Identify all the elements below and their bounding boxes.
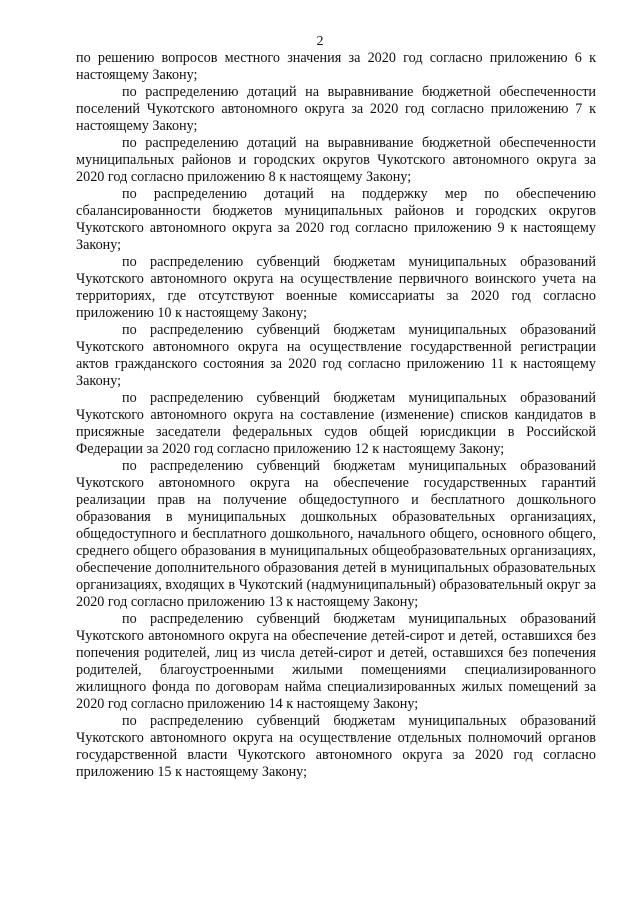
paragraph-appendix-7: по распределению дотаций на выравнивание бюджетной обеспеченности поселений Чукотского автономного округа за 2020 год согласно приложению 7 к настоящему Закону; — [76, 84, 596, 134]
paragraph-appendix-11: по распределению субвенций бюджетам муниципальных образований Чукотского автономного округа на осуществление государственной регистрации актов гражданского состояния за 2020 год согласно приложению 11 к настоящему Закону; — [76, 322, 596, 389]
paragraph-appendix-9: по распределению дотаций на поддержку мер по обеспечению сбалансированности бюджетов муниципальных районов и городских округов Чукотского автономного округа за 2020 год согласно приложению 9 к настоящему Закону; — [76, 186, 596, 253]
paragraph-appendix-14: по распределению субвенций бюджетам муниципальных образований Чукотского автономного округа на обеспечение детей-сирот и детей, оставшихся без попечения родителей, лиц из числа детей-сирот и детей, оставшихся без попечения родителей, благоустроенными жилыми помещениями специализированного жилищного фонда по договорам найма специализированных жилых помещений за 2020 год согласно приложению 14 к настоящему Закону; — [76, 611, 596, 712]
paragraph-appendix-8: по распределению дотаций на выравнивание бюджетной обеспеченности муниципальных районов и городских округов Чукотского автономного округа за 2020 год согласно приложению 8 к настоящему Закону; — [76, 135, 596, 185]
paragraph-appendix-15: по распределению субвенций бюджетам муниципальных образований Чукотского автономного округа на осуществление отдельных полномочий органов государственной власти Чукотского автономного округа за 2020 год согласно приложению 15 к настоящему Закону; — [76, 713, 596, 780]
paragraph-appendix-13: по распределению субвенций бюджетам муниципальных образований Чукотского автономного округа на обеспечение государственных гарантий реализации прав на получение общедоступного и бесплатного дошкольного образования в муниципальных дошкольных образовательных организациях, общедоступного и бесплатного дошкольного, начального общего, основного общего, среднего общего образования в муниципальных общеобразовательных организациях, обеспечение дополнительного образования детей в муниципальных образовательных организациях, входящих в Чукотский (надмуниципальный) образовательный округ за 2020 год согласно приложению 13 к настоящему Закону; — [76, 458, 596, 610]
paragraph-appendix-10: по распределению субвенций бюджетам муниципальных образований Чукотского автономного округа на осуществление первичного воинского учета на территориях, где отсутствуют военные комиссариаты за 2020 год согласно приложению 10 к настоящему Закону; — [76, 254, 596, 321]
page-number: 2 — [316, 34, 324, 49]
paragraph-appendix-6: по решению вопросов местного значения за 2020 год согласно приложению 6 к настоящему Закону; — [76, 50, 596, 83]
paragraph-appendix-12: по распределению субвенций бюджетам муниципальных образований Чукотского автономного округа на составление (изменение) списков кандидатов в присяжные заседатели федеральных судов общей юрисдикции в Российской Федерации за 2020 год согласно приложению 12 к настоящему Закону; — [76, 390, 596, 457]
document-body — [76, 50, 596, 781]
